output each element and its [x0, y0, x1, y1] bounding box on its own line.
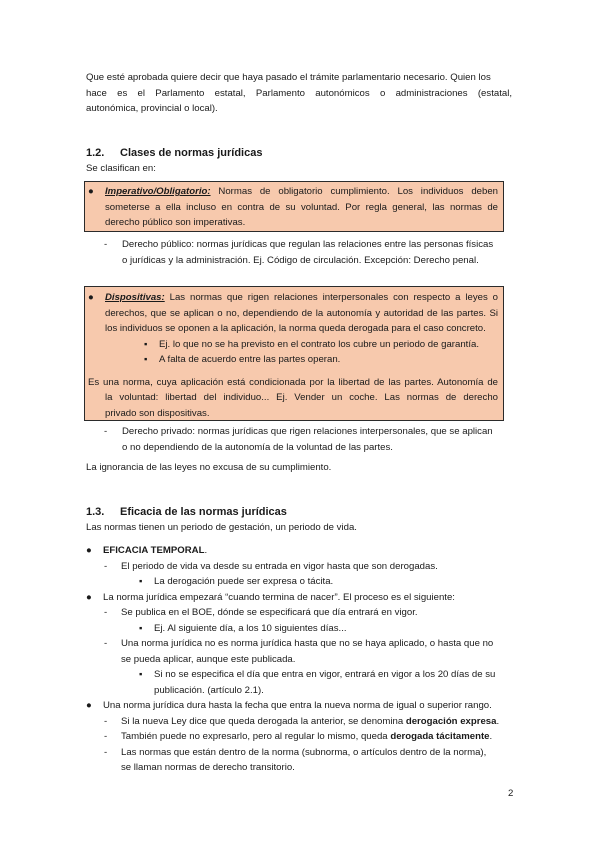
intro-line: hace es el Parlamento estatal, Parlamento autonómicos o administraciones (estatal,	[86, 87, 512, 99]
square-bullet-icon: ▪	[139, 669, 143, 680]
list-item	[86, 667, 516, 698]
list-text: La derogación puede ser expresa o tácita.	[154, 576, 334, 587]
section-number: 1.3.	[86, 506, 105, 518]
list-text: Si no se especifica el día que entra en vigor, entrará en vigor a los 20 días de su	[154, 669, 496, 680]
period: .	[204, 545, 208, 556]
derecho-privado	[122, 424, 514, 455]
page-number: 2	[508, 788, 514, 799]
list-item	[86, 543, 516, 559]
dash-icon: -	[104, 607, 108, 618]
list-item	[86, 590, 516, 606]
imperativo-text: someterse a ella incluso en contra de su voluntad. Por regla general, las normas de	[105, 201, 498, 213]
intro-line: autonómica, provincial o local).	[86, 103, 218, 114]
bullet-icon: ●	[88, 186, 94, 197]
intro-paragraph	[86, 70, 512, 117]
derecho-publico-line: Derecho público: normas jurídicas que regulan las relaciones entre las personas físicas	[122, 239, 494, 250]
dispositivas-para: privado son dispositivas.	[105, 407, 210, 419]
dispositivas-text: derechos, que se aplican o no, dependiendo de la autonomía y autoridad de las partes. Si	[105, 307, 498, 319]
list-text: Ej. Al siguiente día, a los 10 siguientes días...	[154, 622, 347, 634]
imperativo-text: derecho público son imperativas.	[105, 217, 246, 228]
list-item	[86, 714, 516, 730]
list-text: También puede no expresarlo, pero al regular lo mismo, queda	[121, 731, 388, 742]
period: .	[489, 731, 493, 742]
list-text: Se publica en el BOE, dónde se especificará que día entrará en vigor.	[121, 607, 418, 618]
dispositivas-para: la voluntad: libertad del individuo... Ej. Vender un coche. Las normas de derecho	[105, 392, 498, 403]
eficacia-temporal-title: EFICACIA TEMPORAL	[103, 545, 205, 556]
section-subtitle: Se clasifican en:	[86, 163, 156, 174]
section-heading-1-3	[86, 505, 287, 521]
dash-icon: -	[104, 560, 108, 572]
list-item	[86, 574, 516, 590]
list-item	[86, 698, 516, 714]
list-text: se pueda aplicar, aunque este publicada.	[121, 653, 296, 665]
dash-icon: -	[104, 731, 108, 742]
period: .	[496, 715, 500, 727]
derecho-privado-line: Derecho privado: normas jurídicas que rigen relaciones interpersonales, que se aplican	[122, 426, 493, 437]
eficacia-list	[86, 543, 516, 776]
section-heading-1-2	[86, 146, 262, 162]
list-text: Las normas que están dentro de la norma (subnorma, o artículos dentro de la norma),	[121, 746, 487, 758]
dash-icon: -	[104, 426, 108, 437]
bullet-icon: ●	[88, 292, 94, 303]
list-text: Una norma jurídica dura hasta la fecha que entra la nueva norma de igual o superior rango.	[103, 700, 492, 711]
section-title: Eficacia de las normas jurídicas	[120, 506, 287, 518]
derecho-publico	[122, 237, 514, 268]
section-subtitle: Las normas tienen un periodo de gestación, un periodo de vida.	[86, 522, 357, 533]
list-text: publicación. (artículo 2.1).	[154, 684, 264, 696]
dash-icon: -	[104, 746, 108, 758]
list-text: Una norma jurídica no es norma jurídica hasta que no se haya aplicado, o hasta que no	[121, 638, 494, 649]
dispositivas-sub-item: A falta de acuerdo entre las partes operan.	[159, 354, 341, 365]
ignorancia-text: La ignorancia de las leyes no excusa de su cumplimiento.	[86, 462, 332, 473]
imperativo-label: Imperativo/Obligatorio:	[105, 186, 211, 197]
section-number: 1.2.	[86, 147, 105, 159]
bullet-icon: ●	[86, 591, 92, 603]
dispositivas-text: Las normas que rigen relaciones interpersonales con respecto a leyes o	[169, 292, 498, 303]
dash-icon: -	[104, 638, 108, 649]
list-item	[86, 605, 516, 621]
dispositivas-sub-item: Ej. lo que no se ha previsto en el contrato los cubre un periodo de garantía.	[159, 338, 479, 350]
dispositivas-text: los individuos se oponen a la aplicación, la norma queda derogada para el caso concreto.	[105, 323, 486, 334]
dispositivas-box	[84, 286, 504, 421]
list-text: El periodo de vida va desde su entrada en vigor hasta que son derogadas.	[121, 560, 438, 572]
list-item	[86, 559, 516, 575]
square-bullet-icon: ▪	[139, 622, 143, 634]
list-text: se llaman normas de derecho transitorio.	[121, 762, 295, 773]
derecho-publico-line: o jurídicas y la administración. Ej. Código de circulación. Excepción: Derecho penal.	[122, 254, 479, 266]
dispositivas-label: Dispositivas:	[105, 292, 165, 303]
square-bullet-icon: ▪	[144, 354, 148, 365]
bullet-icon: ●	[86, 545, 92, 556]
list-item	[86, 636, 516, 667]
list-text: Si la nueva Ley dice que queda derogada la anterior, se denomina	[121, 715, 404, 727]
dispositivas-para: Es una norma, cuya aplicación está condicionada por la libertad de las partes. Autonomía de	[88, 376, 498, 388]
bullet-icon: ●	[86, 700, 92, 711]
dash-icon: -	[104, 715, 108, 727]
square-bullet-icon: ▪	[139, 576, 143, 587]
list-item	[86, 745, 516, 776]
square-bullet-icon: ▪	[144, 338, 148, 350]
intro-line: Que esté aprobada quiere decir que haya pasado el trámite parlamentario necesario. Quien los	[86, 72, 491, 83]
imperativo-box	[84, 181, 504, 232]
dash-icon: -	[104, 239, 108, 250]
derogada-tacitamente: derogada tácitamente	[390, 731, 490, 742]
imperativo-text: Normas de obligatorio cumplimiento. Los individuos deben	[218, 186, 499, 197]
list-text: La norma jurídica empezará “cuando termina de nacer”. El proceso es el siguiente:	[103, 591, 455, 603]
section-title: Clases de normas jurídicas	[120, 147, 263, 159]
derogacion-expresa: derogación expresa	[405, 715, 497, 727]
list-item	[86, 729, 516, 745]
derecho-privado-line: o no dependiendo de la autonomía de la voluntad de las partes.	[122, 441, 393, 453]
list-item	[86, 621, 516, 637]
